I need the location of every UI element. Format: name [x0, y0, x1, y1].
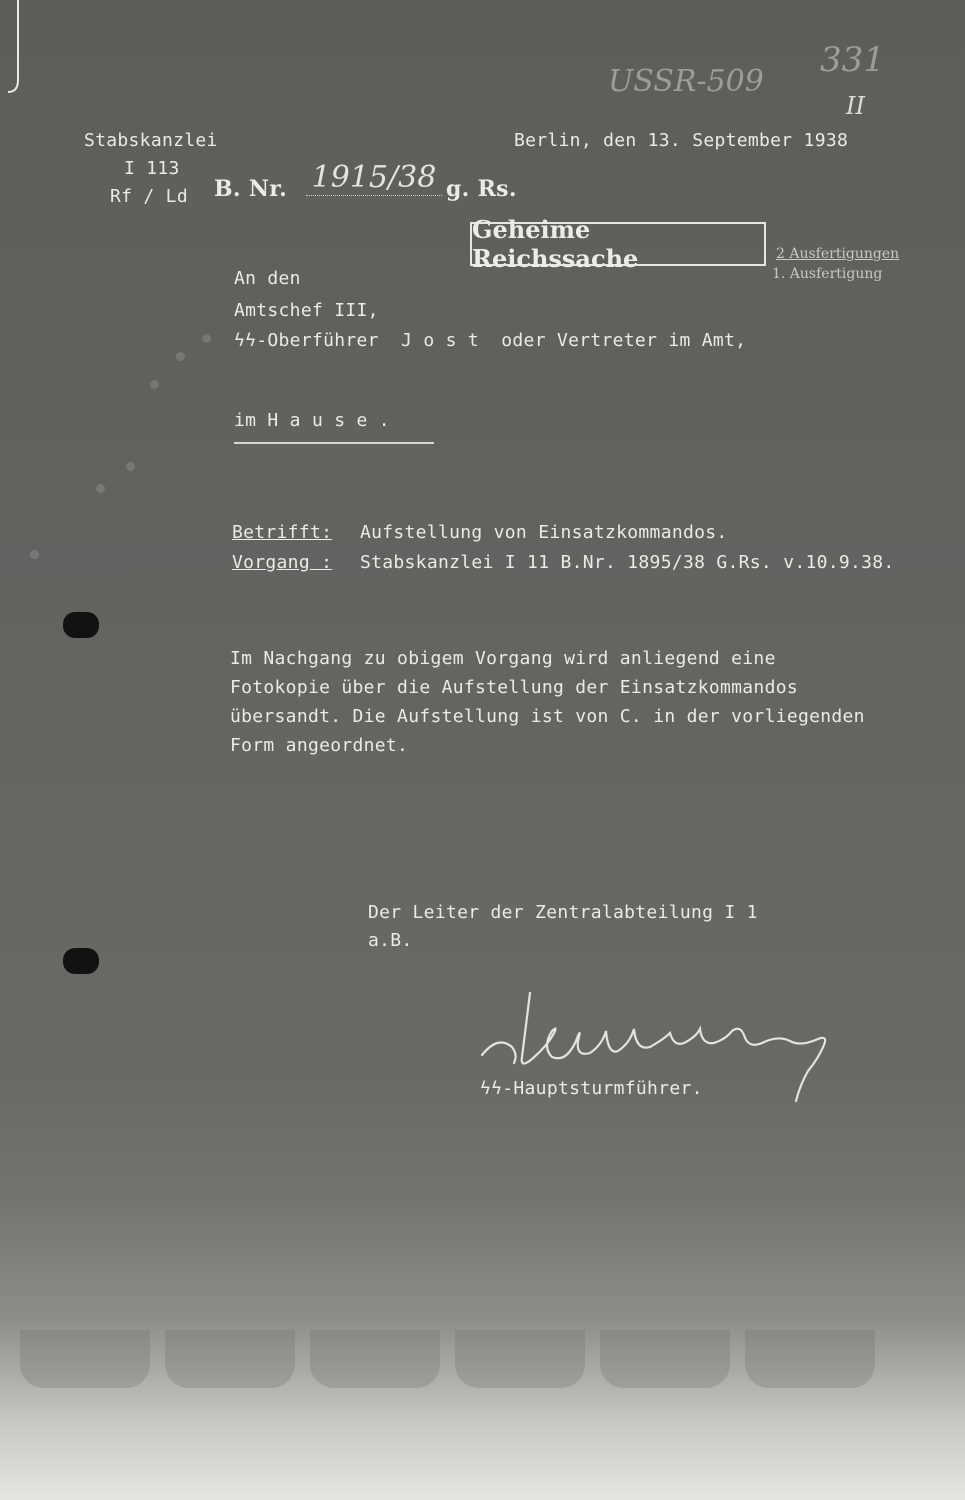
speckle: [150, 380, 159, 389]
subject-label: Betrifft:: [232, 522, 333, 543]
place-date: Berlin, den 13. September 1938: [514, 130, 849, 151]
speckle: [126, 462, 135, 471]
copy-tab-shadow: [745, 1330, 875, 1388]
body-line-4: Form angeordnet.: [230, 735, 409, 756]
handwritten-mark: II: [846, 92, 865, 120]
address-recipient: ϟϟ-Oberführer J o s t oder Vertreter im Amt,: [234, 330, 747, 351]
department-number: I 113: [124, 158, 180, 179]
signatory-rank: ϟϟ-Hauptsturmführer.: [480, 1078, 703, 1099]
reference-text: Stabskanzlei I 11 B.Nr. 1895/38 G.Rs. v.10.9.38.: [360, 552, 895, 573]
page-number: 331: [820, 40, 885, 80]
copies-count: 2 Ausfertigungen: [776, 246, 900, 262]
speckle: [202, 334, 211, 343]
department-line: Stabskanzlei: [84, 130, 218, 151]
copy-tab-shadow: [455, 1330, 585, 1388]
speckle: [30, 550, 39, 559]
body-line-2: Fotokopie über die Aufstellung der Einsatzkommandos: [230, 677, 798, 698]
reference-label: Vorgang :: [232, 552, 333, 573]
binder-mark: [0, 0, 24, 100]
closing-abbrev: a.B.: [368, 930, 413, 951]
copy-tab-shadow: [20, 1330, 150, 1388]
secret-stamp-label: Geheime Reichssache: [472, 215, 639, 273]
copy-tab-shadow: [600, 1330, 730, 1388]
closing-title: Der Leiter der Zentralabteilung I 1: [368, 902, 758, 923]
reference-initials: Rf / Ld: [110, 186, 188, 207]
body-line-3: übersandt. Die Aufstellung ist von C. in der vorliegenden: [230, 706, 865, 727]
subject-text: Aufstellung von Einsatzkommandos.: [360, 522, 728, 543]
punch-hole-top: [63, 612, 99, 638]
address-location: im H a u s e .: [234, 410, 434, 444]
file-number: 1915/38: [306, 160, 442, 196]
speckle: [96, 484, 105, 493]
copy-tab-shadow: [165, 1330, 295, 1388]
copy-number: 1. Ausfertigung: [772, 266, 883, 282]
secret-stamp: [470, 215, 766, 273]
address-line-1: An den: [234, 268, 301, 289]
copy-tab-shadow: [310, 1330, 440, 1388]
address-line-2: Amtschef III,: [234, 300, 379, 321]
bnr-suffix: g. Rs.: [446, 176, 517, 202]
bnr-prefix: B. Nr.: [214, 176, 288, 202]
body-line-1: Im Nachgang zu obigem Vorgang wird anliegend eine: [230, 648, 776, 669]
speckle: [176, 352, 185, 361]
punch-hole-bottom: [63, 948, 99, 974]
archive-reference: USSR-509: [608, 64, 764, 99]
